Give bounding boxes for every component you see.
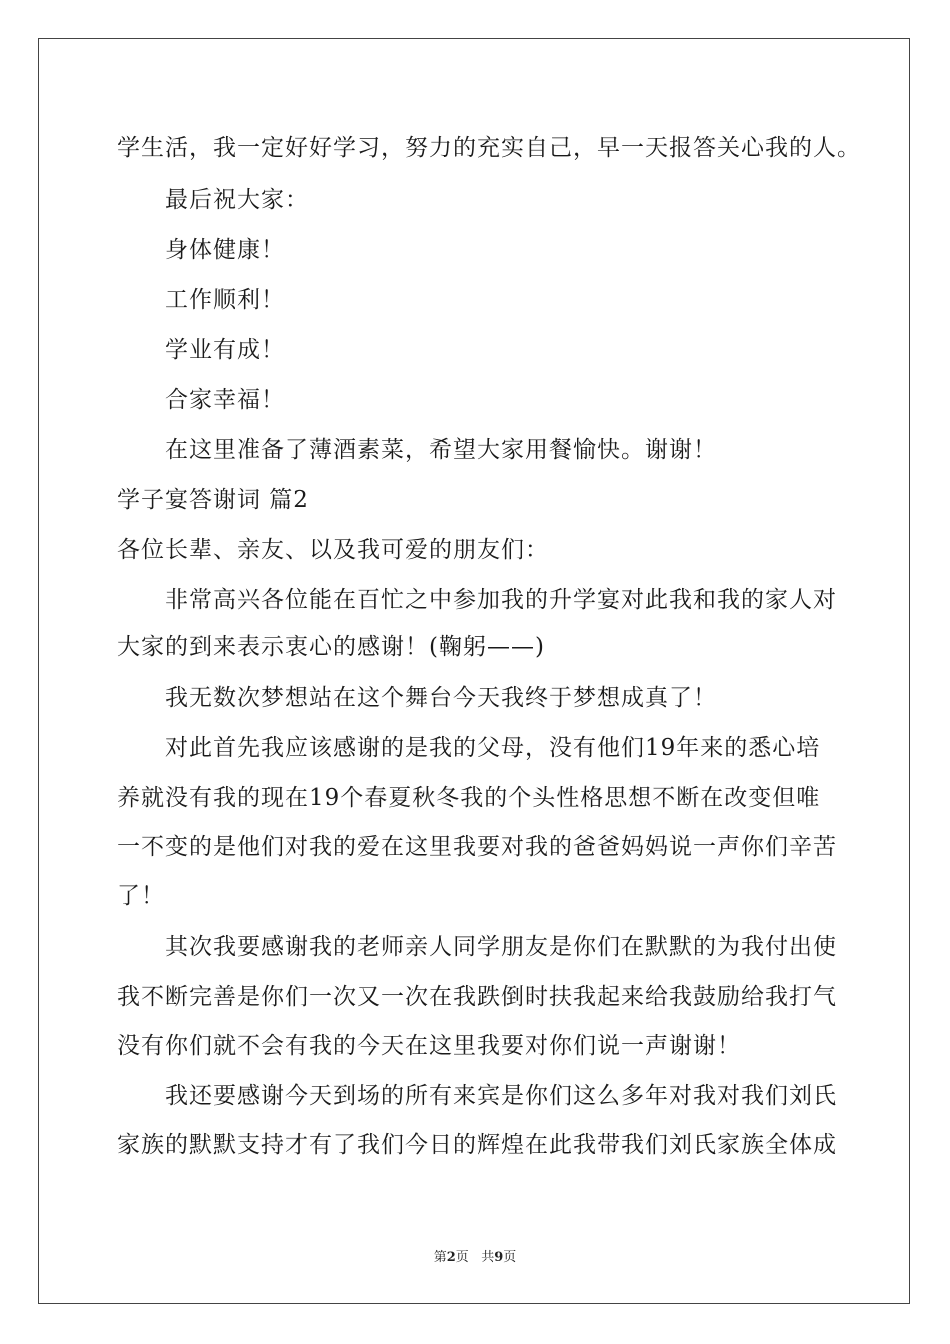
section-heading: 学子宴答谢词 篇2 <box>117 487 309 513</box>
text-line-thanks: 在这里准备了薄酒素菜，希望大家用餐愉快。谢谢！ <box>165 437 717 463</box>
paragraph-line: 对此首先我应该感谢的是我的父母，没有他们19年来的悉心培 <box>165 735 821 761</box>
text-line-wish-work: 工作顺利！ <box>165 287 285 313</box>
paragraph-line: 没有你们就不会有我的今天在这里我要对你们说一声谢谢！ <box>117 1033 741 1059</box>
paragraph-line: 养就没有我的现在19个春夏秋冬我的个头性格思想不断在改变但唯 <box>117 785 821 811</box>
paragraph-line: 了！ <box>117 883 165 909</box>
paragraph-line: 一不变的是他们对我的爱在这里我要对我的爸爸妈妈说一声你们辛苦 <box>117 834 837 860</box>
paragraph-line: 我不断完善是你们一次又一次在我跌倒时扶我起来给我鼓励给我打气 <box>117 984 837 1010</box>
footer-total-suffix: 页 <box>503 1250 517 1265</box>
text-line-wish-family: 合家幸福！ <box>165 387 285 413</box>
footer-page-number: 2 <box>446 1250 456 1265</box>
paragraph-line: 我还要感谢今天到场的所有来宾是你们这么多年对我对我们刘氏 <box>165 1083 837 1109</box>
page-footer <box>0 1250 950 1266</box>
page-frame <box>38 38 910 1304</box>
text-line-wish-study: 学业有成！ <box>165 337 285 363</box>
text-line-closing-wish: 最后祝大家： <box>165 187 309 213</box>
footer-total-prefix: 共 <box>481 1250 495 1265</box>
paragraph-line: 非常高兴各位能在百忙之中参加我的升学宴对此我和我的家人对 <box>165 587 837 613</box>
paragraph-line: 大家的到来表示衷心的感谢！(鞠躬——) <box>117 634 545 660</box>
text-line-continuation: 学生活，我一定好好学习，努力的充实自己，早一天报答关心我的人。 <box>117 135 861 161</box>
text-line-salutation: 各位长辈、亲友、以及我可爱的朋友们： <box>117 537 549 563</box>
paragraph-line: 家族的默默支持才有了我们今日的辉煌在此我带我们刘氏家族全体成 <box>117 1132 837 1158</box>
footer-page-prefix: 第 <box>433 1250 447 1265</box>
text-line-wish-health: 身体健康！ <box>165 237 285 263</box>
paragraph-line: 其次我要感谢我的老师亲人同学朋友是你们在默默的为我付出使 <box>165 934 837 960</box>
footer-page-suffix: 页 <box>455 1250 469 1265</box>
paragraph-line: 我无数次梦想站在这个舞台今天我终于梦想成真了！ <box>165 685 717 711</box>
footer-total-pages: 9 <box>494 1250 504 1265</box>
